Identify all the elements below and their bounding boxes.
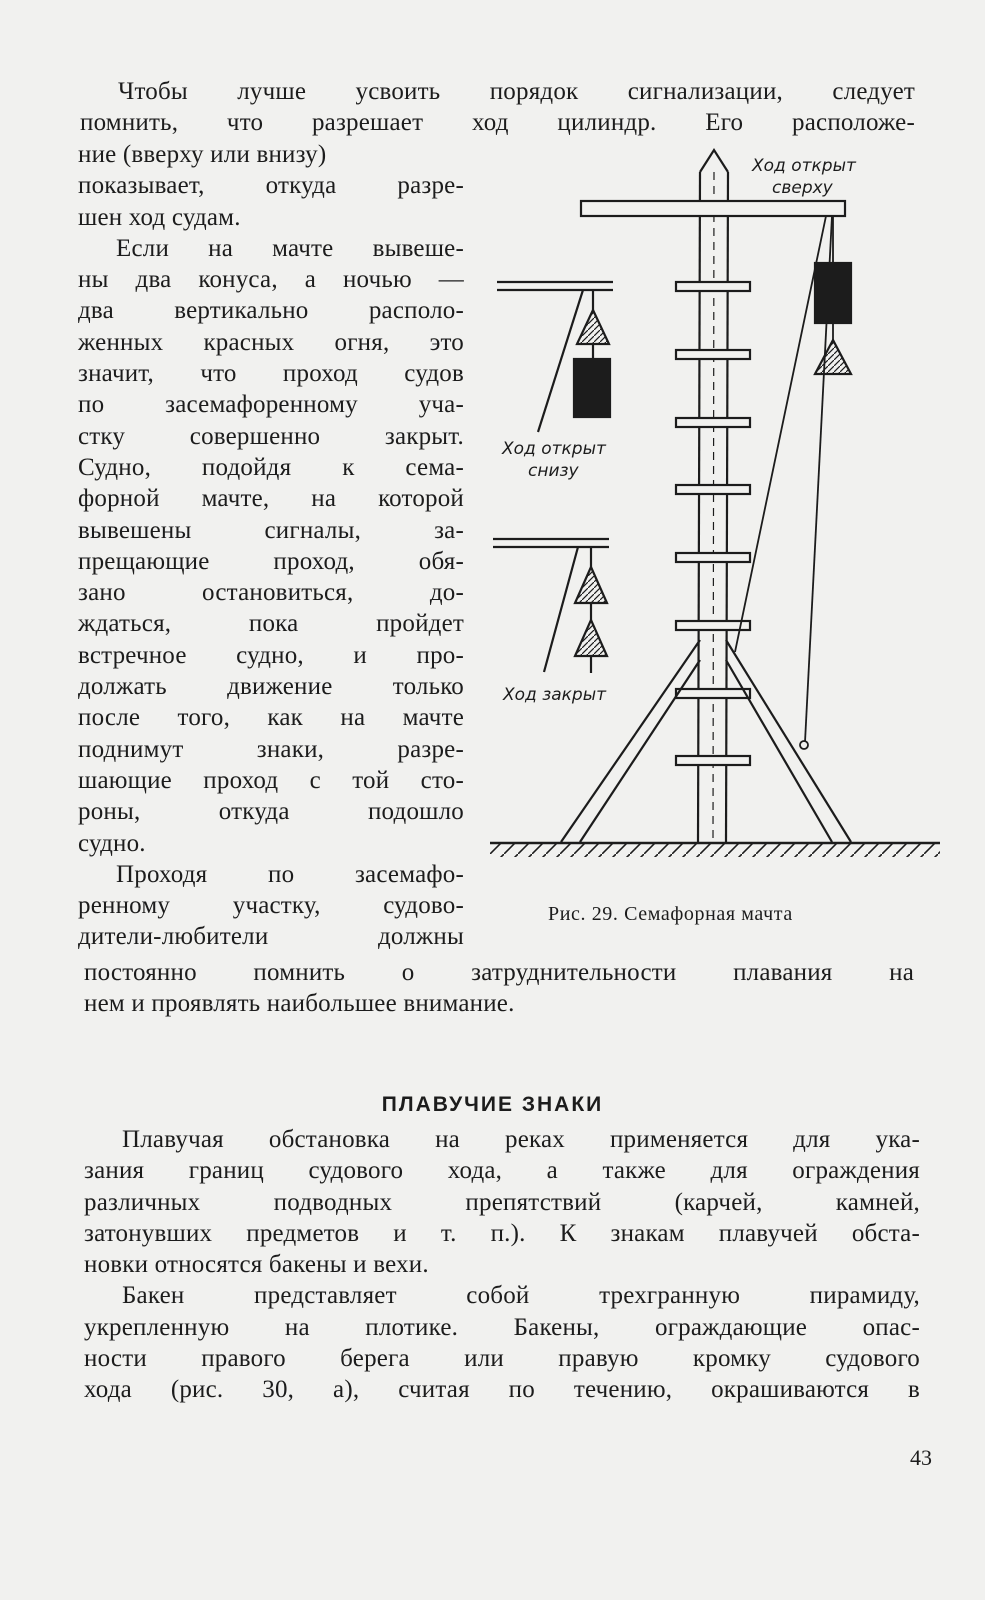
text-line: Чтобы лучше усвоить порядок сигнализации, следует: [118, 78, 915, 105]
text-line: значит, что проход судов: [78, 360, 464, 388]
semaphore-mast-figure: [490, 145, 960, 890]
text-line: ности правого берега или правую кромку судового: [84, 1345, 920, 1373]
ground-line: [490, 843, 940, 857]
text-line: затонувших предметов и т. п.). К знакам плавучей обста-: [84, 1219, 920, 1247]
text-line: Плавучая обстановка на реках применяется для ука-: [122, 1126, 920, 1153]
label-closed: Ход закрыт: [503, 685, 607, 705]
text-line: женных красных огня, это: [78, 328, 464, 356]
text-line: зано остановиться, до-: [78, 579, 464, 607]
section-heading: ПЛАВУЧИЕ ЗНАКИ: [381, 1093, 604, 1116]
text-line: должать движение только: [78, 673, 464, 701]
text-line: судно.: [78, 829, 146, 857]
label-open-top: сверху: [772, 178, 833, 198]
text-line: ны два конуса, а ночью —: [78, 266, 464, 294]
text-line: роны, откуда подошло: [78, 798, 464, 826]
top-yard: [581, 201, 845, 216]
text-line: нем и проявлять наибольшее внимание.: [84, 990, 515, 1018]
mast-struts: [561, 640, 851, 842]
text-line: прещающие проход, обя-: [78, 547, 464, 575]
text-line: Судно, подойдя к сема-: [78, 453, 464, 481]
text-line: укрепленную на плотике. Бакены, ограждающие опас-: [84, 1313, 920, 1341]
signal-diagram-closed: [493, 539, 609, 673]
page-number: 43: [910, 1445, 932, 1470]
text-line: дители-любители должны: [78, 923, 464, 951]
column-text: [78, 139, 464, 953]
signal-diagram-open-below: [497, 282, 613, 432]
text-line: зания границ судового хода, а также для ограждения: [84, 1157, 920, 1185]
text-line: стку совершенно закрыт.: [78, 422, 464, 450]
mast-pole: [698, 150, 728, 842]
bottom-paragraph: [84, 957, 914, 1020]
text-line: ренному участку, судово-: [78, 892, 464, 920]
figure-caption: Рис. 29. Семафорная мачта: [548, 903, 793, 925]
text-line: ждаться, пока пройдет: [78, 610, 464, 638]
label-open-below: Ход открыт: [502, 439, 606, 459]
text-line: помнить, что разрешает ход цилиндр. Его расположе-: [80, 109, 915, 137]
text-line: поднимут знаки, разре-: [78, 735, 464, 763]
section-paragraph: [84, 1124, 920, 1406]
label-open-below: снизу: [528, 461, 579, 481]
text-line: Бакен представляет собой трехгранную пирамиду,: [122, 1282, 920, 1310]
text-line: ние (вверху или внизу): [78, 141, 327, 168]
text-line: Проходя по засемафо-: [116, 860, 464, 888]
text-line: показывает, откуда разре-: [78, 172, 464, 200]
text-line: после того, как на мачте: [78, 704, 464, 732]
text-line: вывешены сигналы, за-: [78, 516, 464, 544]
text-line: Если на мачте вывеше-: [116, 234, 464, 262]
cylinder-signal: [815, 263, 851, 323]
text-line: постоянно помнить о затруднительности плавания на: [84, 959, 914, 986]
label-open-top: Ход открыт: [752, 156, 856, 176]
text-line: шен ход судам.: [78, 203, 241, 231]
text-line: различных подводных препятствий (карчей, камней,: [84, 1188, 920, 1216]
text-line: два вертикально располо-: [78, 297, 464, 325]
cone-signal: [815, 340, 851, 374]
text-line: форной мачте, на которой: [78, 485, 464, 513]
text-line: новки относятся бакены и вехи.: [84, 1251, 429, 1279]
text-line: по засемафоренному уча-: [78, 391, 464, 419]
text-line: шающие проход с той сто-: [78, 766, 464, 794]
text-line: встречное судно, и про-: [78, 641, 464, 669]
text-line: хода (рис. 30, а), считая по течению, окрашиваются в: [84, 1376, 920, 1404]
top-paragraph: [80, 76, 915, 139]
